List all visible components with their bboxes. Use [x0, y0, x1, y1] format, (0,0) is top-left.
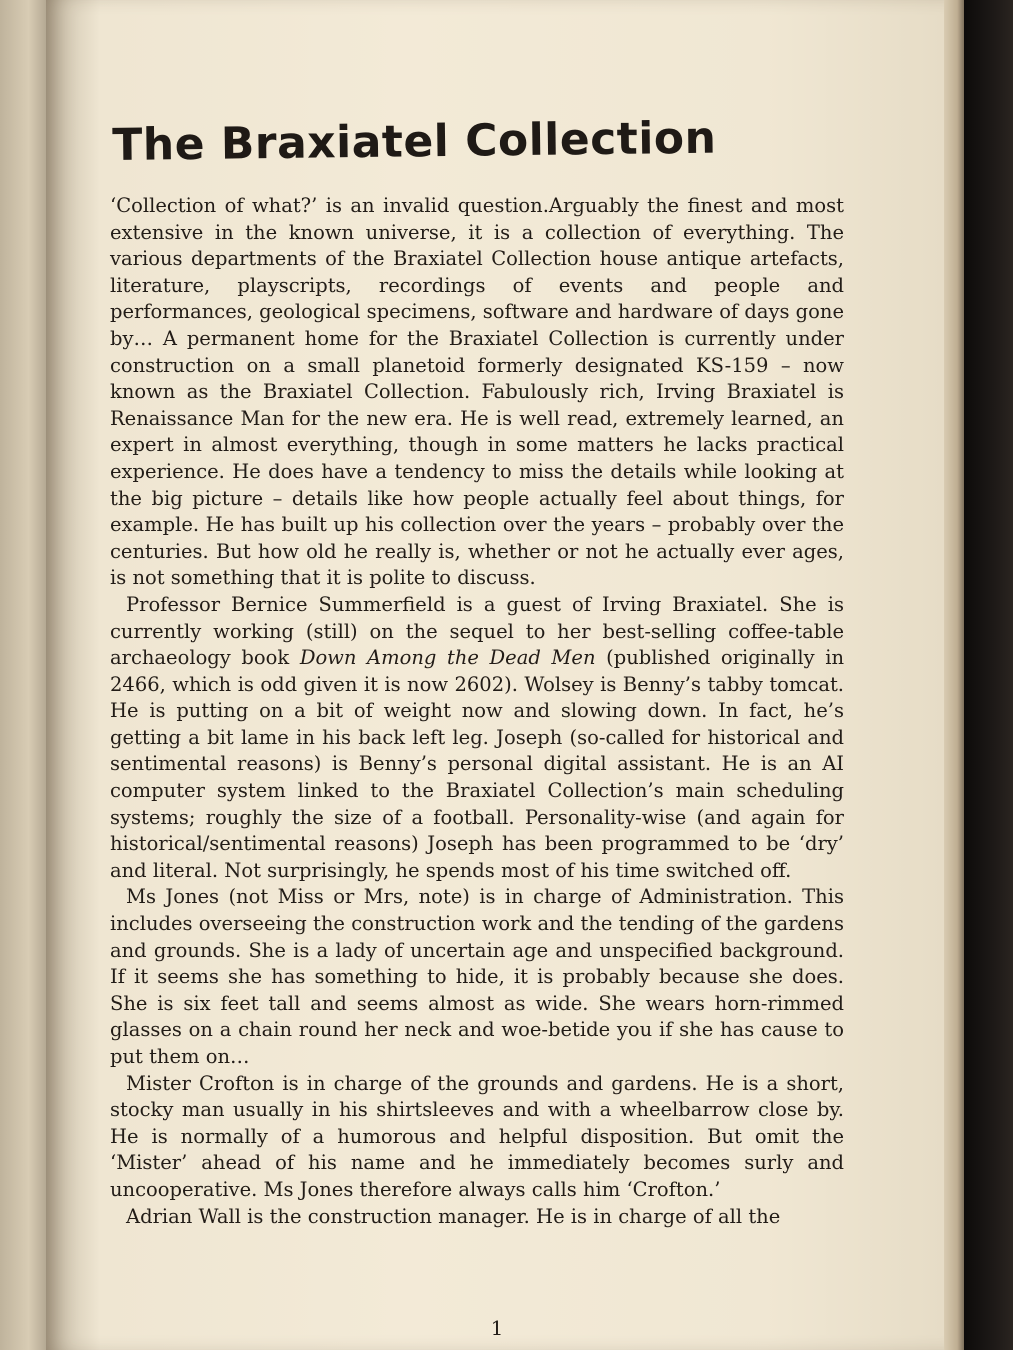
page-title: The Braxiatel Collection — [112, 112, 717, 171]
page-number-container — [0, 1316, 944, 1340]
page-number: 1 — [490, 1316, 504, 1340]
paragraph-bernice-end: (published originally in 2466, which is odd given it is now 2602). Wolsey is Benny’s tabby tomcat. He is putting on a bit of weight now and slowing down. In fact, he’s getting a bit lame in his back left leg. Joseph (so-called for historical and sentimental reasons) is Benny’s personal digital assistant. He is an AI computer system linked to the Braxiatel Collection’s main scheduling systems; roughly the size of a football. Personality-wise (and again for historical/sentimental reasons) Joseph has been programmed to be ‘dry’ and literal. Not surprisingly, he spends most of his time switched off. — [110, 646, 845, 882]
paragraph-braxiatel: ‘Collection of what?’ is an invalid question.Arguably the finest and most extensive in the known universe, it is a collection of everything. The various departments of the Braxiatel Collection house antique artefacts, literature, playscripts, recordings of events and people and performances, geological specimens, software and hardware of days gone by… A permanent home for the Braxiatel Collection is currently under construction on a small planetoid formerly designated KS-159 – now known as the Braxiatel Collection. Fabulously rich, Irving Braxiatel is Renaissance Man for the new era. He is well read, extremely learned, an expert in almost everything, though in some matters he lacks practical experience. He does have a tendency to miss the details while looking at the big picture – details like how people actually feel about things, for example. He has built up his collection over the years – probably over the centuries. But how old he really is, whether or not he actually ever ages, is not something that it is polite to discuss. — [110, 194, 845, 590]
book-title-italic: Down Among the Dead Men — [299, 646, 596, 670]
paragraph-ms-jones: Ms Jones (not Miss or Mrs, note) is in charge of Administration. This includes overseeing the construction work and the tending of the gardens and grounds. She is a lady of uncertain age and unspecified background. If it seems she has something to hide, it is probably because she does. She is six feet tall and seems almost as wide. She wears horn-rimmed glasses on a chain round her neck and woe-betide you if she has cause to put them on… — [110, 885, 844, 1068]
body-text — [110, 193, 844, 1230]
book-cover — [964, 0, 1013, 1350]
paragraph-adrian-wall: Adrian Wall is the construction manager. He is in charge of all the — [126, 1204, 781, 1228]
paragraph-crofton: Mister Crofton is in charge of the grounds and gardens. He is a short, stocky man usually in his shirtsleeves and with a wheelbarrow close by. He is normally of a humorous and helpful disposition. But omit the ‘Mister’ ahead of his name and he immediately becomes surly and uncooperative. Ms Jones therefore always calls him ‘Crofton.’ — [110, 1071, 844, 1201]
paragraph-bernice-start: Professor Bernice Summerfield is a guest of Irving Braxiatel. She is currently working (still) on the sequel to her best-selling coffee-table archaeology book — [110, 592, 844, 670]
paragraph-bernice — [110, 592, 844, 885]
page-block-edge — [944, 0, 966, 1350]
facing-page-edge — [0, 0, 52, 1350]
